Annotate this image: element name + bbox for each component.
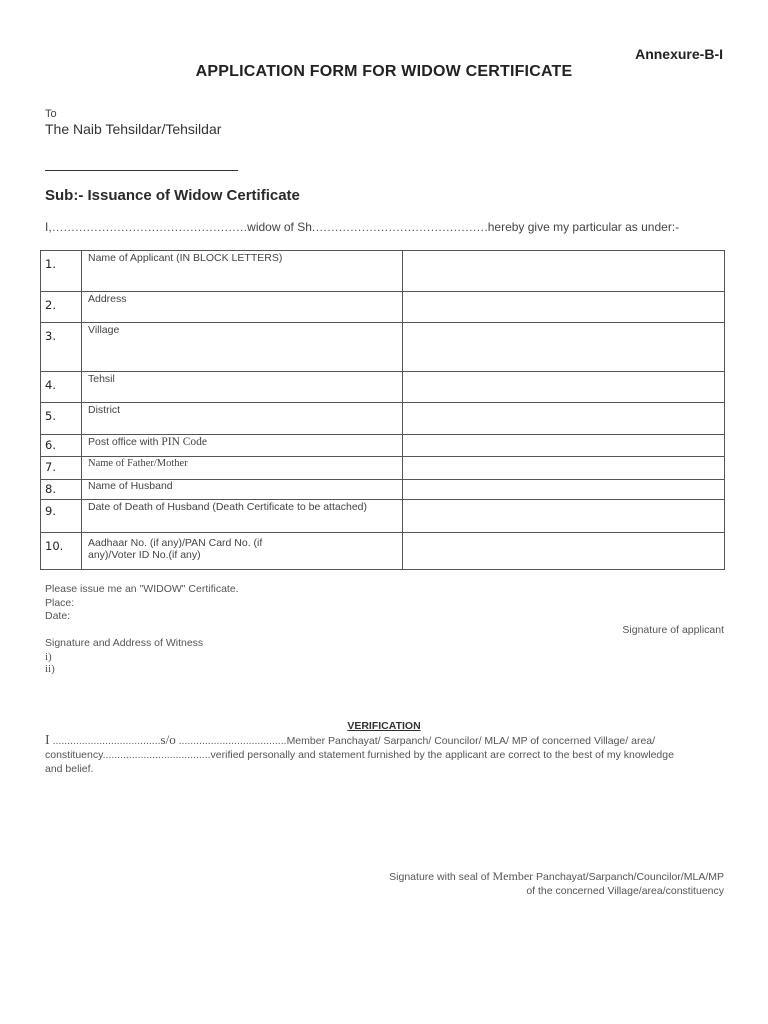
date-of-death-field[interactable] xyxy=(403,500,725,533)
row-number: 10. xyxy=(41,533,82,570)
row-number: 1. xyxy=(41,251,82,292)
witness-2: ii) xyxy=(45,662,55,675)
signature-applicant-label: Signature of applicant xyxy=(622,624,724,636)
table-row xyxy=(41,292,725,323)
verification-line-3: and belief. xyxy=(45,763,94,775)
husband-name-field[interactable] xyxy=(403,480,725,500)
witness-1: i) xyxy=(45,650,52,663)
verification-line-1-rest: Member Panchayat/ Sarpanch/ Councilor/ MLA/ MP of concerned Village/ area/ xyxy=(286,735,656,747)
verification-big-i: I xyxy=(45,733,50,748)
seal-member: Member xyxy=(492,869,534,883)
address-blank-line xyxy=(45,170,238,171)
row-label-father-mother: Name of Father/Mother xyxy=(82,457,403,480)
post-office-label-text: Post office with xyxy=(88,436,162,448)
row-number: 9. xyxy=(41,500,82,533)
declaration-line xyxy=(45,220,724,234)
request-block xyxy=(45,583,239,624)
row-number: 4. xyxy=(41,372,82,403)
addressee: The Naib Tehsildar/Tehsildar xyxy=(45,121,222,137)
seal-line-2: of the concerned Village/area/constituency xyxy=(526,885,724,897)
row-number: 6. xyxy=(41,435,82,457)
annexure-label: Annexure-B-I xyxy=(635,46,723,62)
to-label: To xyxy=(45,108,57,120)
row-label-id-numbers xyxy=(82,533,403,570)
table-row xyxy=(41,435,725,457)
row-label-applicant-name: Name of Applicant (IN BLOCK LETTERS) xyxy=(82,251,403,292)
id-label-line-2: any)/Voter ID No.(if any) xyxy=(88,549,201,561)
verification-line-2: constituency.....................................verified personally and statement furnished by the applicant are correct to the best of my knowledge xyxy=(45,749,674,761)
verification-line-1 xyxy=(45,733,724,748)
witness-heading: Signature and Address of Witness xyxy=(45,637,204,649)
table-row xyxy=(41,403,725,435)
district-field[interactable] xyxy=(403,403,725,435)
id-numbers-field[interactable] xyxy=(403,533,725,570)
declaration-middle: widow of Sh. xyxy=(247,220,316,234)
seal-rest: Panchayat/Sarpanch/Councilor/MLA/MP xyxy=(533,871,724,883)
row-number: 8. xyxy=(41,480,82,500)
form-title: APPLICATION FORM FOR WIDOW CERTIFICATE xyxy=(195,63,573,80)
verification-text xyxy=(45,733,724,776)
row-label-date-of-death: Date of Death of Husband (Death Certificate to be attached) xyxy=(82,500,403,533)
seal-signature-block xyxy=(389,869,724,898)
table-row xyxy=(41,323,725,372)
row-label-husband-name: Name of Husband xyxy=(82,480,403,500)
table-row xyxy=(41,533,725,570)
subject-line: Sub:- Issuance of Widow Certificate xyxy=(45,187,300,204)
request-line: Please issue me an "WIDOW" Certificate. xyxy=(45,583,239,595)
id-label-line-1: Aadhaar No. (if any)/PAN Card No. (if xyxy=(88,537,263,549)
seal-prefix: Signature with seal of xyxy=(389,871,493,883)
row-label-post-office xyxy=(82,435,403,457)
row-label-tehsil: Tehsil xyxy=(82,372,403,403)
seal-line-1 xyxy=(389,869,724,884)
table-row xyxy=(41,500,725,533)
tehsil-field[interactable] xyxy=(403,372,725,403)
so-label: s/o xyxy=(160,732,176,747)
particulars-table xyxy=(40,250,725,570)
declaration-suffix: hereby give my particular as under:- xyxy=(487,220,680,234)
place-label: Place: xyxy=(45,596,75,609)
row-label-district: District xyxy=(82,403,403,435)
row-number: 7. xyxy=(41,457,82,480)
row-label-address: Address xyxy=(82,292,403,323)
applicant-name-blank: …………………………………………… xyxy=(51,220,248,234)
date-label: Date: xyxy=(45,610,71,622)
address-field[interactable] xyxy=(403,292,725,323)
table-row xyxy=(41,480,725,500)
applicant-name-field[interactable] xyxy=(403,251,725,292)
row-label-village: Village xyxy=(82,323,403,372)
table-row xyxy=(41,251,725,292)
row-number: 5. xyxy=(41,403,82,435)
row-number: 3. xyxy=(41,323,82,372)
declaration-prefix: I, xyxy=(45,220,52,234)
table-row xyxy=(41,372,725,403)
table-row xyxy=(41,457,725,480)
pin-code-label-text: PIN Code xyxy=(161,436,208,448)
verification-heading: VERIFICATION xyxy=(347,720,421,732)
husband-name-blank: ……………………………………… xyxy=(315,220,488,234)
witness-block xyxy=(45,637,203,675)
post-office-pin-field[interactable] xyxy=(403,435,725,457)
verifier-name-blank: ..................................... xyxy=(49,735,161,747)
village-field[interactable] xyxy=(403,323,725,372)
row-number: 2. xyxy=(41,292,82,323)
verifier-parent-blank: ..................................... xyxy=(175,735,287,747)
father-mother-name-field[interactable] xyxy=(403,457,725,480)
